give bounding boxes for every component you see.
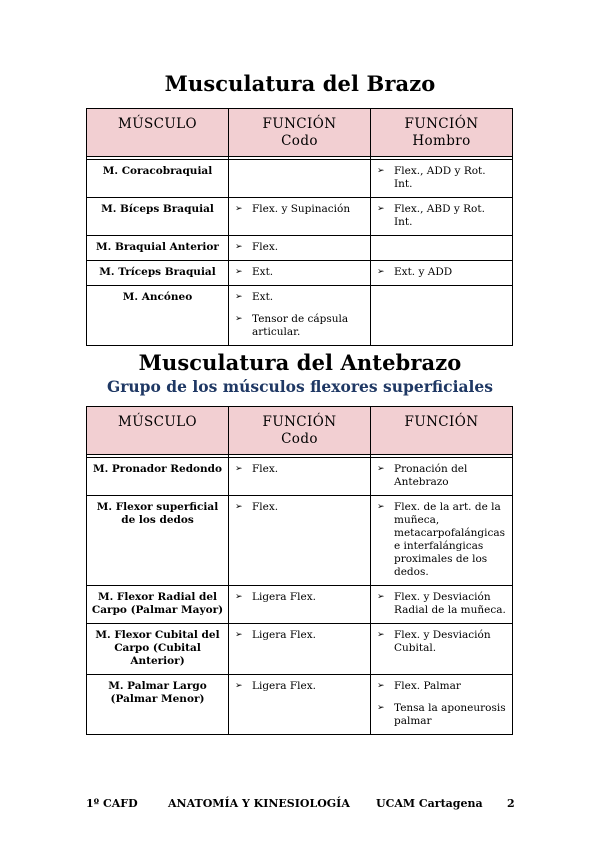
bullet-item (377, 591, 506, 617)
codo-function-cell (229, 624, 371, 675)
arrowhead-bullet-icon: ➢ (377, 464, 385, 474)
function-cell (371, 675, 513, 735)
arrowhead-bullet-icon: ➢ (377, 204, 385, 214)
bullet-text: Ligera Flex. (252, 629, 316, 641)
table-row (87, 586, 513, 624)
brazo-table (86, 108, 513, 346)
arrowhead-bullet-icon: ➢ (235, 464, 243, 474)
table-row (87, 236, 513, 261)
bullet-text: Ext. (252, 266, 274, 278)
bullet-text: Flex. Palmar (394, 680, 461, 692)
bullet-item (377, 680, 506, 693)
codo-function-cell (229, 236, 371, 261)
bullet-text: Flex., ABD y Rot. Int. (394, 203, 485, 228)
table-row (87, 286, 513, 346)
arrowhead-bullet-icon: ➢ (235, 681, 243, 691)
brazo-title: Musculatura del Brazo (164, 71, 436, 96)
function-cell (371, 624, 513, 675)
bullet-item (235, 266, 364, 279)
bullet-text: Flex. (252, 241, 279, 253)
hombro-function-cell (371, 160, 513, 198)
function-cell (371, 458, 513, 496)
antebrazo-title: Musculatura del Antebrazo (138, 350, 462, 375)
bullet-item (235, 291, 364, 304)
header-funcion-hombro: FUNCIÓN Hombro (371, 109, 513, 157)
arrowhead-bullet-icon: ➢ (235, 630, 243, 640)
arrowhead-bullet-icon: ➢ (377, 703, 385, 713)
muscle-name: M. Palmar Largo (Palmar Menor) (87, 675, 229, 735)
codo-function-cell (229, 675, 371, 735)
arrowhead-bullet-icon: ➢ (377, 267, 385, 277)
antebrazo-header-row (87, 407, 513, 455)
table-row (87, 458, 513, 496)
table-row (87, 496, 513, 586)
codo-function-cell (229, 198, 371, 236)
bullet-item (235, 313, 364, 339)
muscle-name: M. Flexor Radial del Carpo (Palmar Mayor) (87, 586, 229, 624)
footer-institution: UCAM Cartagena (376, 797, 483, 810)
arrowhead-bullet-icon: ➢ (235, 267, 243, 277)
bullet-item (235, 629, 364, 642)
arrowhead-bullet-icon: ➢ (235, 204, 243, 214)
footer-page-number: 2 (507, 797, 515, 810)
arrowhead-bullet-icon: ➢ (235, 314, 243, 324)
header-funcion-codo: FUNCIÓN Codo (229, 109, 371, 157)
bullet-item (377, 165, 506, 191)
table-row (87, 675, 513, 735)
bullet-text: Tensa la aponeurosis palmar (394, 702, 506, 727)
table-row (87, 198, 513, 236)
bullet-item (377, 203, 506, 229)
bullet-text: Ligera Flex. (252, 591, 316, 603)
arrowhead-bullet-icon: ➢ (235, 292, 243, 302)
arrowhead-bullet-icon: ➢ (235, 242, 243, 252)
codo-function-cell (229, 160, 371, 198)
muscle-name: M. Braquial Anterior (87, 236, 229, 261)
codo-function-cell (229, 261, 371, 286)
footer-course: 1º CAFD (86, 797, 138, 810)
bullet-text: Pronación del Antebrazo (394, 463, 468, 488)
hombro-function-cell (371, 236, 513, 261)
brazo-header-row (87, 109, 513, 157)
codo-function-cell (229, 286, 371, 346)
antebrazo-table (86, 406, 513, 735)
table-row (87, 261, 513, 286)
muscle-name: M. Flexor Cubital del Carpo (Cubital Anterior) (87, 624, 229, 675)
codo-function-cell (229, 586, 371, 624)
arrowhead-bullet-icon: ➢ (377, 166, 385, 176)
footer-subject: ANATOMÍA Y KINESIOLOGÍA (168, 797, 350, 810)
bullet-text: Flex. (252, 501, 279, 513)
codo-function-cell (229, 496, 371, 586)
bullet-item (235, 501, 364, 514)
header-funcion: FUNCIÓN (371, 407, 513, 455)
arrowhead-bullet-icon: ➢ (377, 502, 385, 512)
table-row (87, 160, 513, 198)
muscle-name: M. Tríceps Braquial (87, 261, 229, 286)
bullet-item (235, 680, 364, 693)
bullet-text: Flex. (252, 463, 279, 475)
bullet-text: Flex. y Desviación Radial de la muñeca. (394, 591, 506, 616)
table-row (87, 624, 513, 675)
hombro-function-cell (371, 198, 513, 236)
arrowhead-bullet-icon: ➢ (235, 502, 243, 512)
bullet-item (377, 266, 506, 279)
bullet-item (377, 702, 506, 728)
header-funcion-codo: FUNCIÓN Codo (229, 407, 371, 455)
muscle-name: M. Flexor superficial de los dedos (87, 496, 229, 586)
function-cell (371, 586, 513, 624)
bullet-text: Ext. y ADD (394, 266, 453, 278)
bullet-text: Flex. y Supinación (252, 203, 351, 215)
muscle-name: M. Pronador Redondo (87, 458, 229, 496)
bullet-text: Ligera Flex. (252, 680, 316, 692)
arrowhead-bullet-icon: ➢ (377, 681, 385, 691)
bullet-item (377, 629, 506, 655)
muscle-name: M. Bíceps Braquial (87, 198, 229, 236)
bullet-text: Flex. de la art. de la muñeca, metacarpofalángicas e interfalángicas proximales de los dedos. (394, 501, 505, 578)
muscle-name: M. Ancóneo (87, 286, 229, 346)
bullet-text: Ext. (252, 291, 274, 303)
bullet-text: Flex. y Desviación Cubital. (394, 629, 491, 654)
bullet-item (235, 203, 364, 216)
bullet-text: Flex., ADD y Rot. Int. (394, 165, 486, 190)
codo-function-cell (229, 458, 371, 496)
header-musculo: MÚSCULO (87, 109, 229, 157)
arrowhead-bullet-icon: ➢ (377, 592, 385, 602)
hombro-function-cell (371, 261, 513, 286)
muscle-name: M. Coracobraquial (87, 160, 229, 198)
bullet-text: Tensor de cápsula articular. (252, 313, 349, 338)
function-cell (371, 496, 513, 586)
bullet-item (235, 241, 364, 254)
bullet-item (235, 591, 364, 604)
bullet-item (235, 463, 364, 476)
header-musculo: MÚSCULO (87, 407, 229, 455)
antebrazo-subtitle: Grupo de los músculos flexores superficiales (107, 377, 493, 396)
hombro-function-cell (371, 286, 513, 346)
bullet-item (377, 501, 506, 579)
arrowhead-bullet-icon: ➢ (377, 630, 385, 640)
bullet-item (377, 463, 506, 489)
arrowhead-bullet-icon: ➢ (235, 592, 243, 602)
